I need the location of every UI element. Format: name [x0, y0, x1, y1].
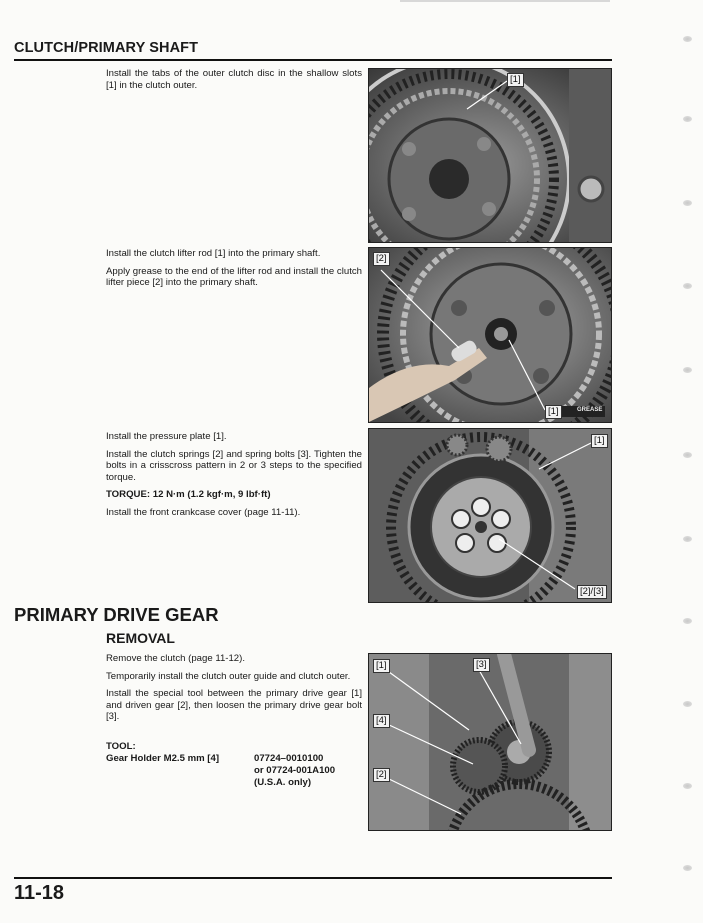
step-3-paragraph-3: Install the front crankcase cover (page 11-11).	[106, 506, 301, 518]
top-edge-stroke	[400, 0, 610, 2]
binding-hole	[683, 536, 692, 542]
fig2-callout-2: [2]	[373, 252, 390, 266]
fig4-callout-4: [4]	[373, 714, 390, 728]
binding-hole	[683, 701, 692, 707]
fig4-callout-1: [1]	[373, 659, 390, 673]
binding-hole	[683, 200, 692, 206]
section-title: CLUTCH/PRIMARY SHAFT	[14, 40, 199, 56]
tool-name: Gear Holder M2.5 mm [4]	[106, 753, 220, 764]
binding-hole	[683, 618, 692, 624]
header-rule	[14, 59, 612, 61]
removal-subheading: REMOVAL	[106, 630, 175, 646]
torque-spec: TORQUE: 12 N·m (1.2 kgf·m, 9 lbf·ft)	[106, 489, 271, 501]
fig3-callout-1: [1]	[591, 434, 608, 448]
fig1-callout-1: [1]	[507, 73, 524, 87]
binding-hole	[683, 783, 692, 789]
lifter-rod-illustration	[369, 248, 611, 422]
pressure-plate-illustration	[369, 429, 611, 602]
fig2-callout-1: [1]	[545, 405, 562, 419]
fig3-callout-2-3: [2]/[3]	[577, 585, 607, 599]
binding-hole	[683, 367, 692, 373]
binding-hole	[683, 116, 692, 122]
primary-drive-gear-heading: PRIMARY DRIVE GEAR	[14, 604, 219, 625]
figure-clutch-outer-photo	[368, 68, 612, 243]
fig4-callout-2: [2]	[373, 768, 390, 782]
page-number: 11-18	[14, 882, 65, 904]
binding-hole	[683, 865, 692, 871]
step-3-paragraph-1: Install the pressure plate [1].	[106, 431, 227, 442]
step-2-text	[106, 248, 362, 295]
step-3-paragraph-2: Install the clutch springs [2] and spring bolts [3]. Tighten the bolts in a crisscross pattern in 2 or 3 steps to the specified torque.	[106, 448, 362, 483]
removal-paragraph-2: Temporarily install the clutch outer guide and clutch outer.	[106, 670, 351, 682]
tool-label: TOOL:	[106, 741, 136, 752]
step-1-text	[106, 68, 362, 97]
tool-number-3: (U.S.A. only)	[254, 777, 312, 788]
fig4-callout-3: [3]	[473, 658, 490, 672]
step-3-text	[106, 431, 362, 525]
binding-hole	[683, 36, 692, 42]
figure-lifter-rod-photo	[368, 247, 612, 423]
removal-paragraph-1: Remove the clutch (page 11-12).	[106, 653, 246, 664]
gear-holder-illustration	[369, 654, 611, 830]
clutch-outer-illustration	[369, 69, 611, 242]
step-1-paragraph: Install the tabs of the outer clutch disc in the shallow slots [1] in the clutch outer.	[106, 68, 362, 91]
binding-hole	[683, 283, 692, 289]
binding-hole	[683, 452, 692, 458]
step-2-paragraph-1: Install the clutch lifter rod [1] into the primary shaft.	[106, 248, 321, 259]
footer-rule	[14, 877, 612, 879]
removal-text	[106, 653, 362, 729]
figure-gear-holder-photo	[368, 653, 612, 831]
figure-pressure-plate-photo	[368, 428, 612, 603]
removal-paragraph-3: Install the special tool between the primary drive gear [1] and driven gear [2], then loosen the primary drive gear bolt [3].	[106, 688, 362, 723]
step-2-paragraph-2: Apply grease to the end of the lifter rod and install the clutch lifter piece [2] into the primary shaft.	[106, 265, 362, 289]
tool-number-1: 07724–0010100	[254, 753, 324, 764]
tool-number-2: or 07724-001A100	[254, 765, 336, 776]
grease-label: GREASE	[577, 407, 603, 413]
